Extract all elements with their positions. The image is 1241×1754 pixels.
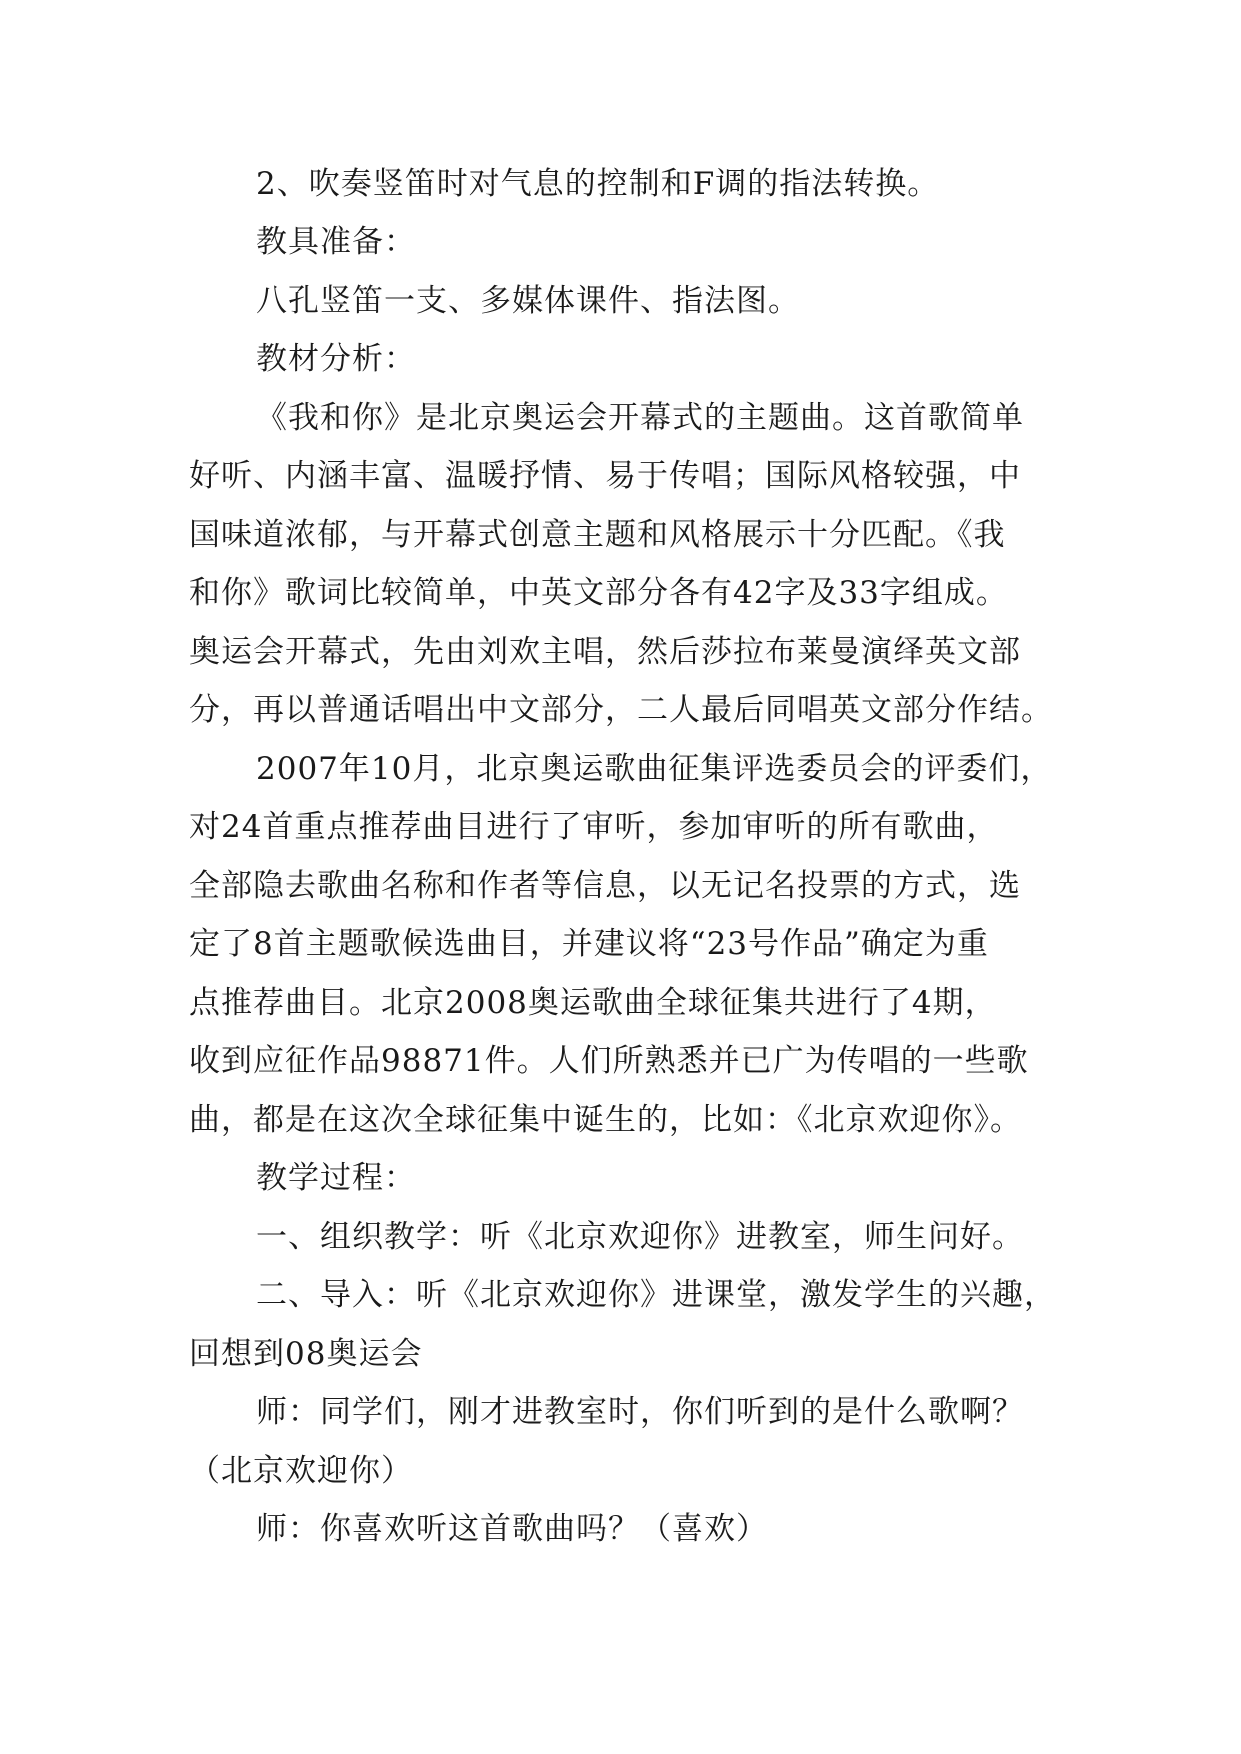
paragraph-line: 一、组织教学：听《北京欢迎你》进教室，师生问好。 [256, 1219, 1024, 1255]
paragraph-line: 国味道浓郁，与开幕式创意主题和风格展示十分匹配。《我 [189, 517, 1006, 553]
paragraph-line: 师：你喜欢听这首歌曲吗？（喜欢） [256, 1511, 768, 1547]
paragraph-line: 回想到08奥运会 [189, 1336, 423, 1372]
paragraph-line: 二、导入：听《北京欢迎你》进课堂，激发学生的兴趣， [256, 1277, 1056, 1313]
paragraph-line: 和你》歌词比较简单，中英文部分各有42字及33字组成。 [189, 575, 1008, 611]
section-heading: 教具准备： [256, 224, 416, 260]
section-heading: 教学过程： [256, 1160, 416, 1196]
paragraph-line: 定了8首主题歌候选曲目，并建议将“23号作品”确定为重 [189, 926, 989, 962]
paragraph-line: 收到应征作品98871件。人们所熟悉并已广为传唱的一些歌 [189, 1043, 1029, 1079]
paragraph-line: 全部隐去歌曲名称和作者等信息，以无记名投票的方式，选 [189, 868, 1021, 904]
section-heading: 教材分析： [256, 341, 416, 377]
paragraph-line: 点推荐曲目。北京2008奥运歌曲全球征集共进行了4期， [189, 985, 997, 1021]
paragraph-line: （北京欢迎你） [189, 1453, 413, 1489]
paragraph-line: 奥运会开幕式，先由刘欢主唱，然后莎拉布莱曼演绎英文部 [189, 634, 1021, 670]
paragraph-line: 师：同学们，刚才进教室时，你们听到的是什么歌啊？ [256, 1394, 1024, 1430]
paragraph-line: 好听、内涵丰富、温暖抒情、易于传唱；国际风格较强，中 [189, 458, 1021, 494]
paragraph-line: 曲，都是在这次全球征集中诞生的，比如：《北京欢迎你》。 [189, 1102, 1022, 1138]
text-line: 2、吹奏竖笛时对气息的控制和F调的指法转换。 [256, 166, 940, 202]
paragraph-line: 2007年10月，北京奥运歌曲征集评选委员会的评委们， [256, 751, 1053, 787]
paragraph-line: 分，再以普通话唱出中文部分，二人最后同唱英文部分作结。 [189, 692, 1053, 728]
paragraph-line: 对24首重点推荐曲目进行了审听，参加审听的所有歌曲， [189, 809, 999, 845]
paragraph-line: 《我和你》是北京奥运会开幕式的主题曲。这首歌简单 [256, 400, 1024, 436]
text-line: 八孔竖笛一支、多媒体课件、指法图。 [256, 283, 800, 319]
